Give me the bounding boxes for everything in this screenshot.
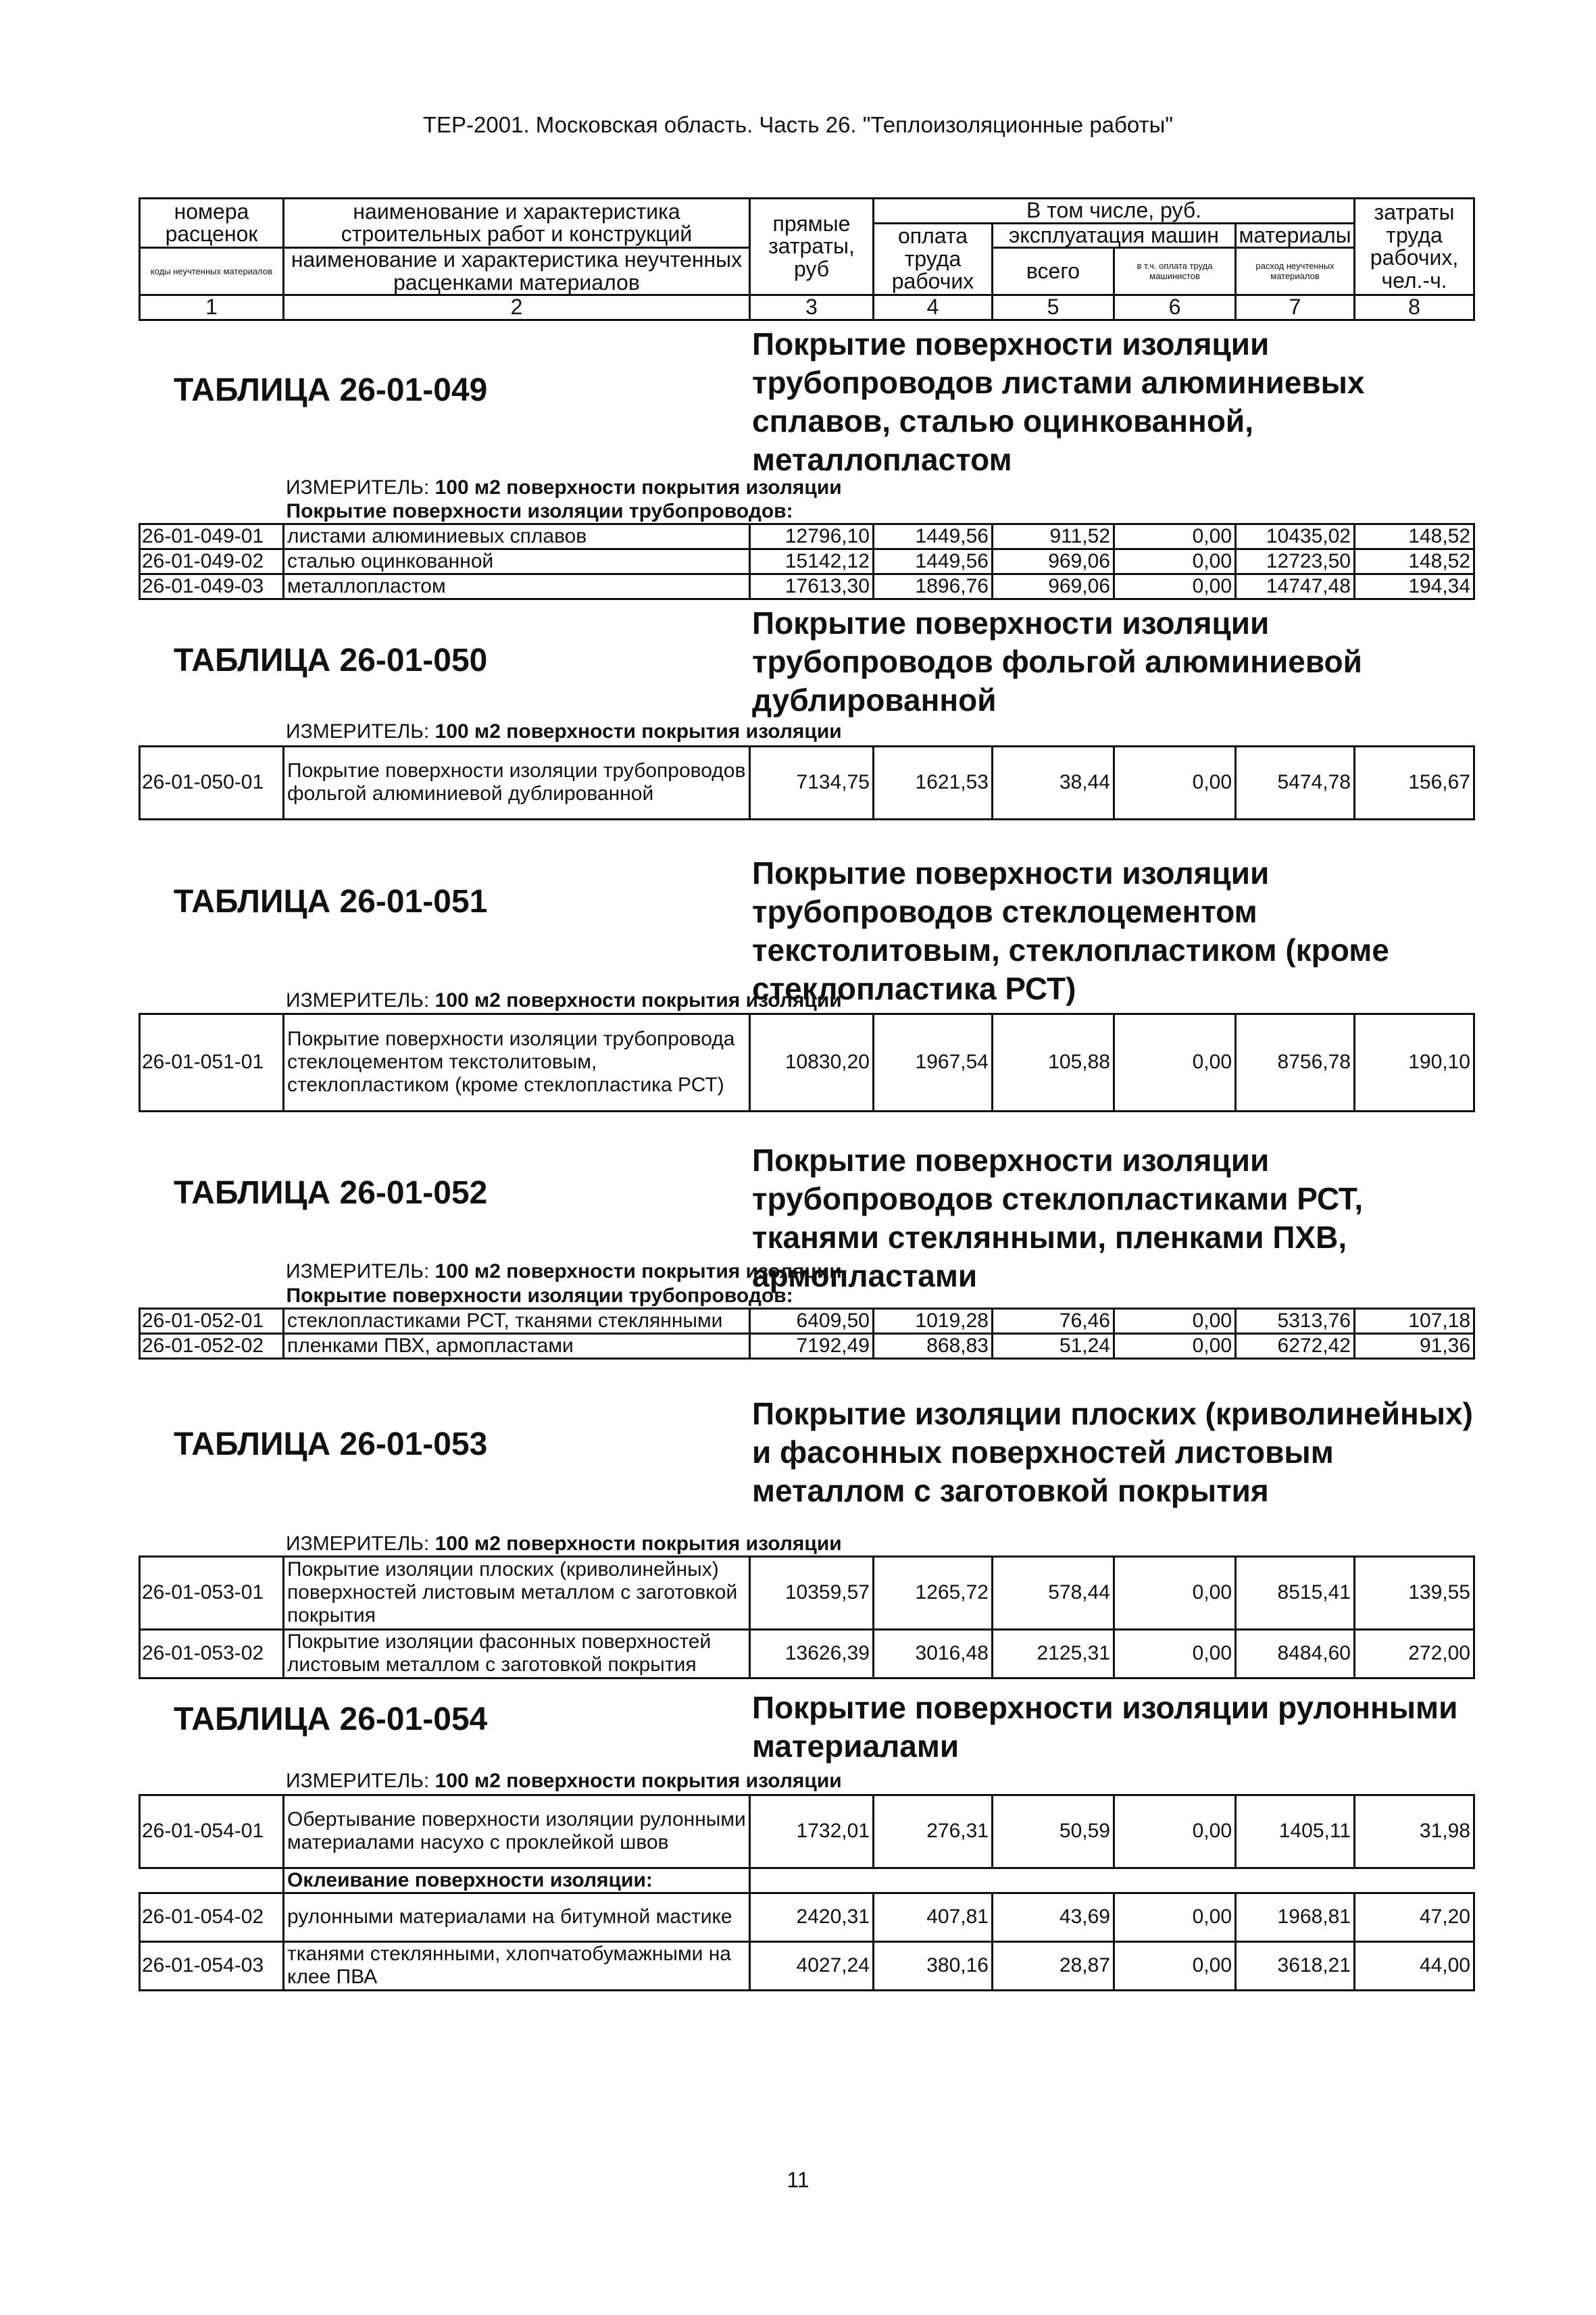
- measure-line: ИЗМЕРИТЕЛЬ: 100 м2 поверхности покрытия изоляции: [286, 1260, 842, 1283]
- header-machines: эксплуатация машин: [993, 223, 1236, 248]
- header-work-name: наименование и характеристика строительных работ и конструкций: [284, 199, 750, 248]
- header-labor-pay: оплата труда рабочих: [874, 223, 993, 295]
- header-machines-total: всего: [993, 248, 1114, 295]
- column-number: 2: [284, 295, 750, 320]
- section-title: Покрытие поверхности изоляции рулонными материалами: [752, 1689, 1458, 1764]
- table-id: ТАБЛИЦА 26-01-049: [174, 372, 488, 408]
- table-row: 26-01-050-01 Покрытие поверхности изоляции трубопроводов фольгой алюминиевой дублированной 7134,75 1621,53 38,44 0,00 5474,78 156,67: [140, 746, 1474, 819]
- table-id: ТАБЛИЦА 26-01-054: [174, 1701, 488, 1737]
- rates-table-053: [139, 1555, 1475, 1679]
- section-title: Покрытие поверхности изоляции трубопроводов стеклоцементом текстолитовым, стеклопластиком (кроме стеклопластика РСТ): [752, 855, 1389, 1006]
- table-row: 26-01-049-03 металлопластом 17613,30 1896,76 969,06 0,00 14747,48 194,34: [140, 574, 1474, 599]
- rates-table-050: [139, 745, 1475, 820]
- column-number: 4: [874, 295, 993, 320]
- group-heading: Покрытие поверхности изоляции трубопроводов:: [286, 499, 793, 522]
- page-number: 11: [787, 2168, 809, 2192]
- rates-table-051: [139, 1013, 1475, 1112]
- measure-line: ИЗМЕРИТЕЛЬ: 100 м2 поверхности покрытия изоляции: [286, 989, 842, 1012]
- column-numbers-row: [140, 295, 1474, 320]
- table-id: ТАБЛИЦА 26-01-050: [174, 642, 488, 678]
- measure-line: ИЗМЕРИТЕЛЬ: 100 м2 поверхности покрытия изоляции: [286, 1769, 842, 1792]
- table-row: 26-01-054-03 тканями стеклянными, хлопчатобумажными на клее ПВА 4027,24 380,16 28,87 0,00 3618,21 44,00: [140, 1941, 1474, 1990]
- section-26-01-054: [139, 1679, 1473, 1794]
- header-direct-costs: прямые затраты, руб: [750, 199, 874, 295]
- column-header-table: [139, 197, 1475, 321]
- rates-table-052: [139, 1285, 1475, 1360]
- table-row: 26-01-054-02 рулонными материалами на битумной мастике 2420,31 407,81 43,69 0,00 1968,81 47,20: [140, 1893, 1474, 1941]
- rates-table-054: [139, 1794, 1475, 1991]
- header-including: В том числе, руб.: [874, 199, 1355, 224]
- header-labor-hours: затраты труда рабочих, чел.-ч.: [1355, 199, 1474, 295]
- group-heading: Оклеивание поверхности изоляции:: [284, 1868, 750, 1893]
- section-title: Покрытие изоляции плоских (криволинейных) и фасонных поверхностей листовым металлом с заготовкой покрытия: [752, 1395, 1473, 1508]
- table-row: 26-01-049-01 листами алюминиевых сплавов 12796,10 1449,56 911,52 0,00 10435,02 148,52: [140, 524, 1474, 549]
- measure-line: ИЗМЕРИТЕЛЬ: 100 м2 поверхности покрытия изоляции: [286, 476, 842, 499]
- column-number: 6: [1114, 295, 1236, 320]
- column-number: 7: [1236, 295, 1355, 320]
- section-26-01-050: [139, 600, 1473, 745]
- table-id: ТАБЛИЦА 26-01-052: [174, 1174, 488, 1211]
- column-number: 1: [140, 295, 284, 320]
- column-number: 3: [750, 295, 874, 320]
- measure-line: ИЗМЕРИТЕЛЬ: 100 м2 поверхности покрытия изоляции: [286, 1532, 842, 1555]
- table-row: 26-01-051-01 Покрытие поверхности изоляции трубопровода стеклоцементом текстолитовым, стеклопластиком (кроме стеклопластика РСТ) 10830,20 1967,54 105,88 0,00 8756,78 190,10: [140, 1014, 1474, 1111]
- header-material-names: наименование и характеристика неучтенных расценками материалов: [284, 248, 750, 295]
- header-codes: номера расценок: [140, 199, 284, 248]
- header-materials: материалы: [1236, 223, 1355, 248]
- section-title: Покрытие поверхности изоляции трубопроводов стеклопластиками РСТ, тканями стеклянными, пленками ПХВ, армопластами: [752, 1142, 1364, 1293]
- group-heading: Покрытие поверхности изоляции трубопроводов:: [286, 1284, 793, 1307]
- column-number: 8: [1355, 295, 1474, 320]
- table-row: 26-01-052-01 стеклопластиками РСТ, тканями стеклянными 6409,50 1019,28 76,46 0,00 5313,76 107,18: [140, 1308, 1474, 1333]
- header-material-codes: коды неучтенных материалов: [140, 248, 284, 295]
- table-row: 26-01-053-01 Покрытие изоляции плоских (криволинейных) поверхностей листовым металлом с заготовкой покрытия 10359,57 1265,72 578,44 0,00 8515,41 139,55: [140, 1556, 1474, 1629]
- section-title: Покрытие поверхности изоляции трубопроводов фольгой алюминиевой дублированной: [752, 605, 1362, 718]
- section-26-01-052: [139, 1112, 1473, 1293]
- rates-table-049: [139, 500, 1475, 600]
- page-header: ТЕР-2001. Московская область. Часть 26. "Теплоизоляционные работы": [422, 112, 1174, 137]
- header-operators-pay: в т.ч. оплата труда машинистов: [1114, 248, 1236, 295]
- section-26-01-049: [139, 321, 1473, 500]
- table-id: ТАБЛИЦА 26-01-051: [174, 883, 488, 920]
- table-row: 26-01-054-01 Обертывание поверхности изоляции рулонными материалами насухо с проклейкой швов 1732,01 276,31 50,59 0,00 1405,11 31,98: [140, 1795, 1474, 1868]
- section-title: Покрытие поверхности изоляции трубопроводов листами алюминиевых сплавов, сталью оцинкованной, металлопластом: [752, 326, 1365, 477]
- table-row: 26-01-049-02 сталью оцинкованной 15142,12 1449,56 969,06 0,00 12723,50 148,52: [140, 549, 1474, 574]
- estimate-document: [139, 197, 1473, 1991]
- table-row: 26-01-052-02 пленками ПВХ, армопластами 7192,49 868,83 51,24 0,00 6272,42 91,36: [140, 1333, 1474, 1358]
- header-material-consumption: расход неучтенных материалов: [1236, 248, 1355, 295]
- measure-line: ИЗМЕРИТЕЛЬ: 100 м2 поверхности покрытия изоляции: [286, 720, 842, 743]
- table-row: 26-01-053-02 Покрытие изоляции фасонных поверхностей листовым металлом с заготовкой покрытия 13626,39 3016,48 2125,31 0,00 8484,60 272,00: [140, 1629, 1474, 1678]
- table-id: ТАБЛИЦА 26-01-053: [174, 1426, 488, 1462]
- section-26-01-053: [139, 1360, 1473, 1555]
- column-number: 5: [993, 295, 1114, 320]
- section-26-01-051: [139, 820, 1473, 1013]
